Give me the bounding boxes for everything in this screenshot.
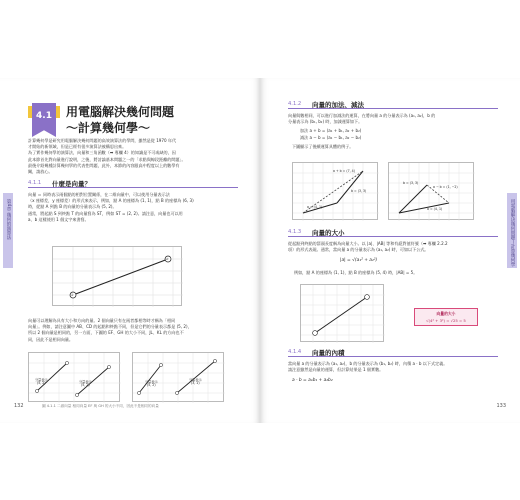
intro-paragraph: 計算幾何學是研究用電腦解決幾何問題的高效演算法的學問，雖然是從 1970 年代 才開始的新領域，但是已經有很多演算法被構思出來。 為了實作幾何學的演算法，向量和三角函數（➡ 專欄 4）的知識是不可或缺的，因 此本節首先對向量進行說明，之後，將討論基本問題之一的「求點與線段距離的問題」。 最後介紹幾種計算幾何學的代表性問題，此外，本節的內容跟高中程度以上的數學有 關，請放心。 [28, 138, 186, 175]
page-subtitle: ～計算幾何學～ [66, 121, 151, 135]
vector-magnitude-text: 從起點到終點的箭頭長度稱為向量大小。以 |a|、|AB| 等和有絕對值符號（➡ 專欄 2.2.2 項）的形式表現。通常，當向量 a 的分量表示為 (a₁, a₂) 時，可如以下公式。 [288, 241, 448, 253]
figure-caption: 圖 4.1.1 二維向量 相同向量 EF 與 GH 的大小不同，因此不是相同的向量 [42, 404, 159, 408]
vector-difference-graph: b = (3, 3) a − b = (1, −2) a = (4, 1) [388, 162, 474, 220]
end-point-label: ② [165, 257, 169, 261]
chapter-side-tab: 第4章 幾何的演算法 [3, 193, 13, 268]
book-spread [0, 78, 520, 423]
magnitude-formula: |a| = √(a₁² + a₂²) [340, 258, 378, 263]
different-vectors-graph: 分量表示 (5, 2) 分量表示 (3, 1) [132, 352, 224, 402]
section-heading-4-1-4: 4.1.4 向量的內積 [288, 348, 498, 357]
section-number: 4.1 [36, 111, 52, 121]
vector-sum-graph: a + b = (7, 4) b = (3, 3) a = (4, 1) [292, 162, 378, 220]
vector-definition-text: 向量 ＝ 同時表示兩個點的相對位置關係，在二維向量中，可以使用分量表示法 （x 座標差，y 座標差）的形式來表示，例如，點 A 的座標為 (1, 1)，點 B 的座標為 (6, 3) 時，從點 A 到點 B 的向量的分量表示為 (5, 2)。 通常，將起點 S 到終點 T 的向量寫為 ST，例如 ST = (2, 2)。請注意，向量也可以用 a、b 這樣使用 1 個文字來書寫。 [28, 192, 194, 222]
section-heading-4-1-2: 4.1.2 向量的加法、減法 [288, 100, 498, 109]
section-heading-4-1-3: 4.1.3 向量的大小 [288, 228, 498, 237]
magnitude-callout: 向量的大小 √(4² + 3²) = √25 = 5 [414, 308, 478, 326]
page-title: 用電腦解決幾何問題 [66, 105, 175, 119]
operation-list: 加法 a + b = (a₁ + b₁, a₂ + b₂) 減法 a − b = (a₁ − b₁, a₂ − b₂) [300, 128, 362, 140]
page-number-right: 133 [496, 403, 506, 409]
dot-product-formula: a · b = a₁b₁ + a₂b₂ [292, 378, 333, 383]
start-point-label: ① [70, 293, 74, 297]
vector-magnitude-graph [300, 284, 384, 342]
section-heading-4-1-1: 4.1.1 什麼是向量？ [28, 179, 238, 188]
same-vectors-graph: 分量表示 (5, 2) 分量表示 (5, 2) [28, 352, 120, 402]
section-ribbon [28, 103, 60, 139]
page-number-left: 132 [14, 403, 24, 409]
right-page: 用電腦解決幾何問題—計算幾何學 4.1.2 向量的加法、減法 向量與數相同，可以進行加減法的運算，在將向量 a 的分量表示為 (a₁, a₂)，b 的 分量表示為 (b₁, b₂) 時，加減運算如下。 加法 a + b = (a₁ + b₁, a₂ + b₂) 減法 a − b = (a₁ − b₁, a₂ − b₂) 下圖顯示了後續運算具體的例子。 a + b = (7, 4) b = (3, 3) a = (4, 1) b = (3, 3) a − b = (1, −2) a = (4, 1) 4.1.3 向量的大小 從起點到終點的箭頭長度稱為向量大小。以 |a|、|AB| 等和有絕對值符號（➡ 專欄 2.2.2 項）的形式表現。通常，當向量 a 的分量表示為 (a₁, a₂) 時，可如以下公式。 |a| = √(a₁² + a₂²) 例如，點 A 的座標為 (1, 1)，點 B 的座標為 (5, 4) 時，|AB| = 5。 向量的大小 √(4² + 3²) = √25 = 5 4.1.4 向量的內積 當向量 a 的分量表示為 (a₁, a₂)，b 的分量表示為 (b₁, b₂) 時，內積 a · b 以下式定義。 請注意雖然是向量的運算，但計算結果是 1 個實數。 a · b = a₁b₁ + a₂b₂ 133 [260, 78, 520, 423]
dot-product-text: 當向量 a 的分量表示為 (a₁, a₂)，b 的分量表示為 (b₁, b₂) 時，內積 a · b 以下式定義。 請注意雖然是向量的運算，但計算結果是 1 個實數。 [288, 361, 448, 373]
same-vector-text: 向量可以理解為具有大小和方向的量。2 個向量只有在兩者都相等時才稱為「相同 向量」。例如，請注意圖中 AB、CD 的起點和終點不同，但是它們的分量表示都是 (5, 2)， 所以 2 個向量是相同的，另一方面，下圖的 EF、GH 的大小不同，JL、KL 的方向也不 同，因此不是相同向量。 [28, 318, 192, 342]
section-side-tab: 用電腦解決幾何問題—計算幾何學 [507, 193, 517, 268]
vector-ab-graph [52, 246, 182, 306]
vector-addition-text: 向量與數相同，可以進行加減法的運算，在將向量 a 的分量表示為 (a₁, a₂)，b 的 分量表示為 (b₁, b₂) 時，加減運算如下。 [288, 113, 436, 125]
left-page [0, 78, 260, 423]
